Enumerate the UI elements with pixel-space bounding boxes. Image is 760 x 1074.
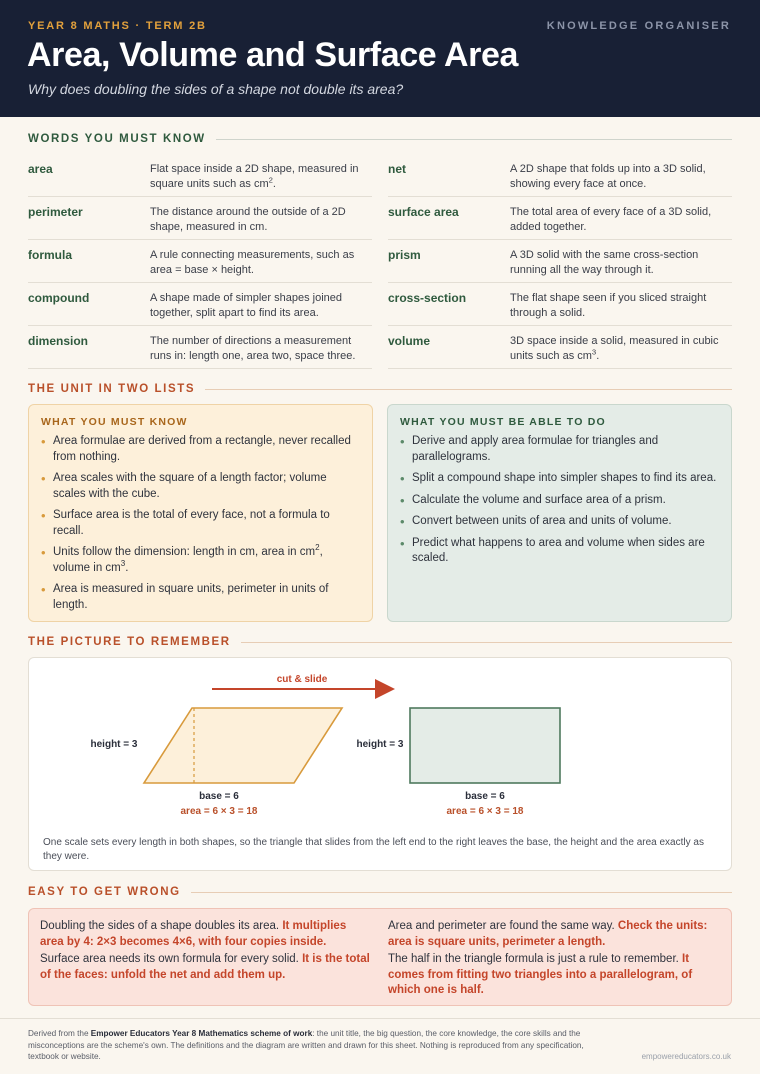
vocab-row — [28, 154, 372, 197]
misconception-fix: It multiplies area by 4: 2×3 becomes 4×6, with four copies inside. — [40, 920, 347, 948]
know-item: • Units follow the dimension: length in cm, area in $cm^2$, volume in $cm^3$. — [41, 545, 360, 576]
footer-pre: Derived from the — [28, 1029, 91, 1038]
left-height-label: height = 3 — [90, 739, 138, 750]
vocab-definition: The distance around the outside of a 2D shape, measured in cm. — [150, 206, 346, 233]
vocab-definition: A 2D shape that folds up into a 3D solid, showing every face at once. — [510, 163, 706, 190]
do-list — [400, 434, 719, 567]
right-height-label: height = 3 — [356, 739, 404, 750]
footer-post: : the unit title, the big question, the core knowledge, the core skills and the misconceptions are the scheme's own. The definitions and the diagram are written and drawn for this sheet. Nothing is reproduced from any specification, textbook or website. — [28, 1029, 584, 1061]
vocab-term: net — [388, 162, 406, 176]
do-heading: WHAT YOU MUST BE ABLE TO DO — [400, 416, 606, 428]
vocab-row — [388, 326, 732, 369]
vocab-definition: The total area of every face of a 3D solid, added together. — [510, 206, 712, 233]
vocab-row — [388, 197, 732, 240]
vocab-definition: A shape made of simpler shapes joined together, split apart to find its area. — [150, 292, 343, 319]
misconception-item — [40, 919, 372, 950]
diagram-caption: One scale sets every length in both shapes, so the triangle that slides from the left end to the right leaves the base, the height and the area exactly as they were. — [43, 837, 704, 862]
vocab-term: cross-section — [388, 291, 467, 305]
know-item: • Area formulae are derived from a rectangle, never recalled from nothing. — [41, 434, 360, 465]
footer-url: empowereducators.co.uk — [641, 1052, 731, 1061]
misconception-item — [388, 952, 720, 999]
vocab-term: dimension — [28, 334, 89, 348]
vocab-term: formula — [28, 248, 73, 262]
vocab-term: area — [28, 162, 53, 176]
do-item: • Derive and apply area formulae for triangles and parallelograms. — [400, 434, 719, 465]
section-divider — [205, 389, 732, 390]
do-item: • Split a compound shape into simpler shapes to find its area. — [400, 471, 719, 487]
do-item: • Predict what happens to area and volume when sides are scaled. — [400, 536, 719, 567]
misconception-claim: Doubling the sides of a shape doubles its area. — [40, 920, 280, 932]
page-title: Area, Volume and Surface Area — [27, 36, 519, 74]
right-area-label: area = 6 × 3 = 18 — [446, 806, 524, 817]
left-base-label: base = 6 — [199, 791, 239, 802]
vocab-term: compound — [28, 291, 90, 305]
vocab-term: surface area — [388, 205, 459, 219]
section-heading-unit — [28, 383, 732, 395]
section-divider — [241, 642, 732, 643]
parallelogram-shape — [144, 708, 342, 783]
rectangle-shape — [410, 708, 560, 783]
section-heading-picture — [28, 636, 732, 648]
misconception-claim: Area and perimeter are found the same way. — [388, 920, 615, 932]
misconception-claim: The half in the triangle formula is just a rule to remember. — [388, 953, 679, 965]
vocab-row — [388, 283, 732, 326]
section-label: THE UNIT IN TWO LISTS — [28, 383, 196, 395]
vocab-row — [28, 197, 372, 240]
know-item: • Area scales with the square of a length factor; volume scales with the cube. — [41, 471, 360, 502]
right-base-label: base = 6 — [465, 791, 505, 802]
big-question: Why does doubling the sides of a shape not double its area? — [28, 81, 404, 97]
vocab-definition: 3D space inside a solid, measured in cubic units such as $cm^3$. — [510, 335, 719, 362]
vocab-term: volume — [388, 334, 431, 348]
header-banner — [0, 0, 760, 117]
vocab-row — [28, 240, 372, 283]
doc-type-label: KNOWLEDGE ORGANISER — [546, 20, 731, 32]
arrow-label: cut & slide — [276, 674, 328, 685]
vocab-definition: A 3D solid with the same cross-section running all the way through it. — [510, 249, 699, 276]
vocab-row — [388, 154, 732, 197]
left-area-label: area = 6 × 3 = 18 — [180, 806, 258, 817]
misconceptions-panel — [28, 908, 732, 1006]
vocab-definition: A rule connecting measurements, such as area = base × height. — [150, 249, 355, 276]
section-divider — [191, 892, 732, 893]
section-label: EASY TO GET WRONG — [28, 886, 181, 898]
section-heading-words — [28, 133, 732, 145]
vocab-term: perimeter — [28, 205, 83, 219]
misconception-fix: It is the total of the faces: unfold the net and add them up. — [40, 953, 370, 981]
section-heading-wrong — [28, 886, 732, 898]
know-list — [41, 434, 360, 613]
vocab-row — [28, 326, 372, 369]
misconception-item — [388, 919, 720, 950]
footer-source: Empower Educators Year 8 Mathematics scheme of work — [90, 1029, 313, 1038]
know-heading: WHAT YOU MUST KNOW — [41, 416, 188, 428]
do-card — [387, 404, 732, 622]
section-divider — [216, 139, 732, 140]
course-kicker: YEAR 8 MATHS · TERM 2B — [28, 20, 207, 32]
diagram-panel — [28, 657, 732, 871]
vocab-row — [388, 240, 732, 283]
section-label: WORDS YOU MUST KNOW — [28, 133, 206, 145]
misconception-item — [40, 952, 372, 983]
know-card — [28, 404, 373, 622]
do-item: • Convert between units of area and units of volume. — [400, 514, 719, 530]
footer-credit — [28, 1028, 588, 1063]
vocab-term: prism — [388, 248, 421, 262]
section-label: THE PICTURE TO REMEMBER — [28, 636, 231, 648]
vocabulary-grid — [28, 154, 732, 369]
misconception-claim: Surface area needs its own formula for every solid. — [40, 953, 299, 965]
vocab-definition: The number of directions a measurement runs in: length one, area two, space three. — [150, 335, 356, 362]
know-item: • Area is measured in square units, perimeter in units of length. — [41, 582, 360, 613]
vocab-definition: The flat shape seen if you sliced straight through a solid. — [510, 292, 707, 319]
vocab-definition: Flat space inside a 2D shape, measured in square units such as $cm^2$. — [150, 163, 359, 190]
misconception-fix: It comes from fitting two triangles into a parallelogram, of which one is half. — [388, 953, 693, 996]
know-item: • Surface area is the total of every face, not a formula to recall. — [41, 508, 360, 539]
do-item: • Calculate the volume and surface area of a prism. — [400, 493, 719, 509]
vocab-row — [28, 283, 372, 326]
misconception-fix: Check the units: area is square units, perimeter a length. — [388, 920, 708, 948]
footer-divider — [0, 1018, 760, 1019]
